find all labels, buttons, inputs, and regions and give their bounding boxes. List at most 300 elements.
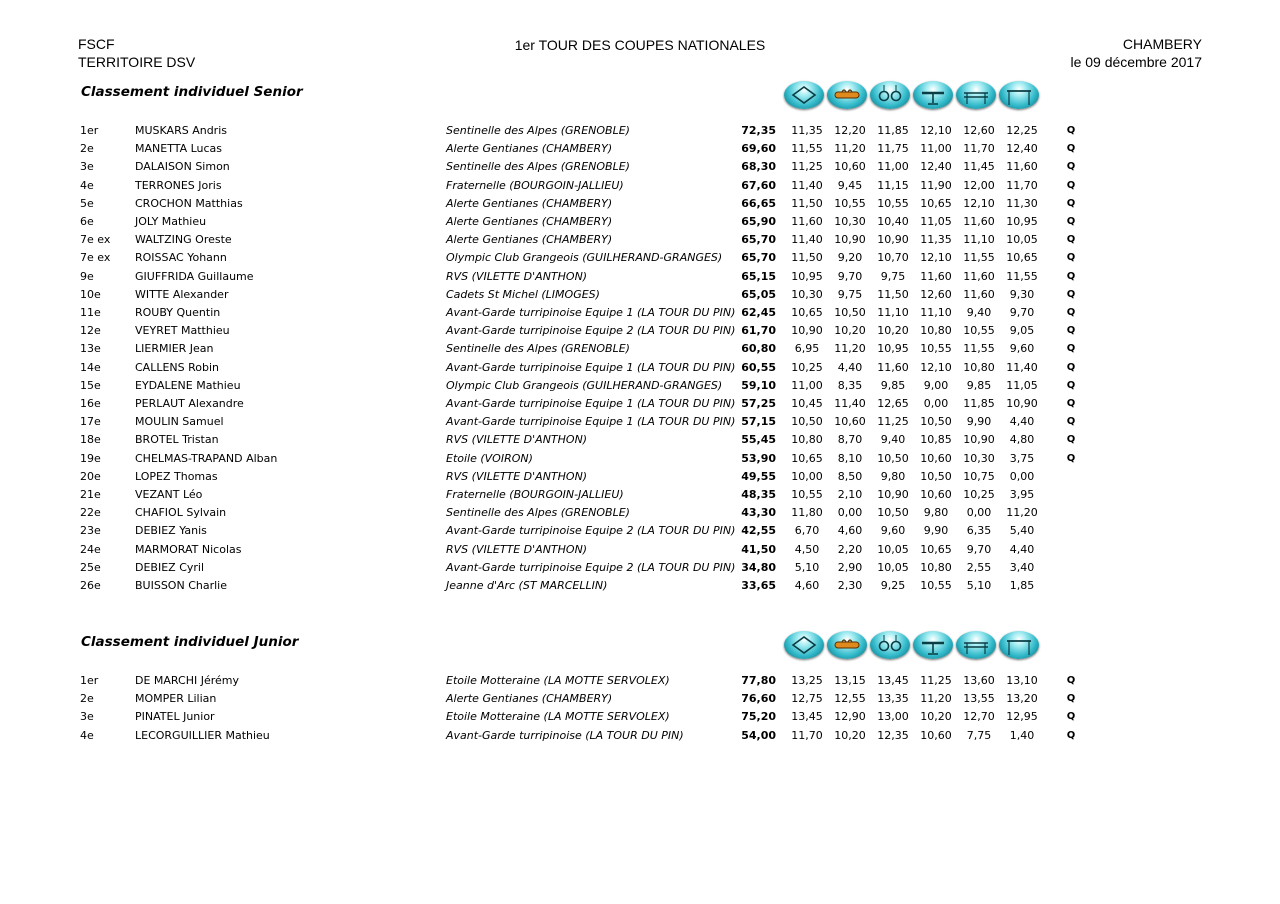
apparatus-score: 8,10 [837, 451, 863, 465]
result-row [0, 672, 1280, 690]
competition-title: 1er TOUR DES COUPES NATIONALES [514, 37, 766, 53]
rank: 5e [80, 196, 94, 210]
apparatus-score: 11,10 [963, 233, 995, 247]
apparatus-score: 11,40 [1006, 360, 1038, 374]
club-name: RVS (VILETTE D'ANTHON) [446, 269, 588, 283]
club-name: RVS (VILETTE D'ANTHON) [446, 469, 588, 483]
apparatus-score: 4,60 [794, 579, 820, 592]
apparatus-score: 10,95 [1006, 215, 1038, 228]
result-row [0, 522, 1280, 540]
total-score: 41,50 [741, 542, 776, 556]
gymnast-name: BUISSON Charlie [135, 579, 227, 592]
club-name: Etoile (VOIRON) [446, 451, 533, 465]
gymnast-name: DEBIEZ Cyril [135, 560, 205, 574]
qualified-mark: Q [1066, 398, 1076, 409]
apparatus-score: 11,80 [791, 506, 823, 520]
total-score: 65,90 [741, 215, 776, 228]
apparatus-score: 11,20 [834, 142, 866, 156]
apparatus-score: 12,25 [1006, 124, 1038, 137]
apparatus-score: 10,80 [920, 560, 952, 574]
apparatus-score: 10,25 [963, 488, 995, 501]
qualified-mark: Q [1066, 197, 1076, 209]
club-name: Avant-Garde turripinoise (LA TOUR DU PIN) [446, 728, 684, 742]
result-row [0, 177, 1280, 195]
result-row [0, 708, 1280, 726]
gymnast-name: JOLY Mathieu [135, 215, 207, 228]
apparatus-score: 9,30 [1009, 287, 1035, 301]
apparatus-score: 12,00 [963, 178, 995, 192]
result-row [0, 577, 1280, 595]
qualified-mark: Q [1066, 693, 1076, 705]
apparatus-score: 10,00 [791, 469, 823, 483]
total-score: 65,05 [741, 287, 776, 301]
apparatus-score: 13,45 [877, 674, 909, 687]
section-title-junior: Classement individuel Junior [81, 634, 299, 650]
apparatus-score: 9,90 [923, 524, 949, 538]
club-name: Sentinelle des Alpes (GRENOBLE) [446, 342, 630, 356]
floor-exercise-icon [784, 81, 824, 109]
apparatus-score: 11,10 [920, 306, 952, 319]
apparatus-score: 2,20 [837, 542, 863, 556]
apparatus-score: 4,40 [1009, 415, 1035, 429]
apparatus-score: 10,60 [920, 488, 952, 501]
apparatus-score: 11,10 [877, 306, 909, 319]
qualified-mark: Q [1066, 434, 1076, 446]
club-name: Avant-Garde turripinoise Equipe 2 (LA TOUR DU PIN) [446, 560, 736, 574]
location: CHAMBERY [1122, 36, 1202, 52]
apparatus-score: 11,25 [920, 674, 952, 687]
result-row [0, 541, 1280, 559]
apparatus-score: 9,45 [837, 178, 863, 192]
qualified-mark: Q [1066, 416, 1076, 428]
gymnast-name: MOMPER Lilian [135, 692, 217, 706]
club-name: Alerte Gentianes (CHAMBERY) [446, 233, 613, 247]
club-name: Avant-Garde turripinoise Equipe 2 (LA TOUR DU PIN) [446, 524, 736, 538]
club-name: Sentinelle des Alpes (GRENOBLE) [446, 124, 630, 137]
total-score: 54,00 [741, 728, 776, 742]
apparatus-score: 3,95 [1009, 488, 1035, 501]
apparatus-score: 11,30 [1006, 196, 1038, 210]
apparatus-score: 10,55 [877, 196, 909, 210]
apparatus-score: 10,20 [877, 324, 909, 338]
apparatus-score: 10,55 [791, 488, 823, 501]
club-name: Avant-Garde turripinoise Equipe 1 (LA TOUR DU PIN) [446, 360, 736, 374]
apparatus-score: 11,55 [963, 251, 995, 265]
apparatus-score: 12,60 [920, 287, 952, 301]
rank: 4e [80, 728, 94, 742]
apparatus-score: 10,90 [877, 233, 909, 247]
qualified-mark: Q [1066, 379, 1076, 391]
qualified-mark: Q [1066, 234, 1076, 246]
result-row [0, 304, 1280, 322]
apparatus-score: 5,10 [794, 560, 820, 574]
apparatus-score: 11,00 [920, 142, 952, 156]
apparatus-score: 11,60 [1006, 160, 1038, 174]
result-row [0, 486, 1280, 504]
rings-icon [870, 81, 910, 109]
apparatus-score: 11,50 [877, 287, 909, 301]
total-score: 53,90 [741, 451, 776, 465]
apparatus-score: 9,20 [837, 251, 863, 265]
apparatus-score: 10,90 [791, 324, 823, 338]
rank: 1er [80, 124, 99, 137]
federation-name: FSCF [78, 36, 115, 52]
result-row [0, 195, 1280, 213]
apparatus-score: 11,20 [920, 692, 952, 706]
total-score: 57,15 [741, 415, 776, 429]
apparatus-score: 9,75 [880, 269, 906, 283]
rank: 15e [80, 378, 101, 392]
parallel-bars-icon [956, 81, 996, 109]
apparatus-score: 6,95 [794, 342, 820, 356]
apparatus-score: 0,00 [923, 397, 949, 410]
apparatus-score: 10,50 [791, 415, 823, 429]
apparatus-score: 11,05 [1006, 378, 1038, 392]
apparatus-score: 13,20 [1006, 692, 1038, 706]
total-score: 65,70 [741, 233, 776, 247]
apparatus-score: 10,90 [1006, 397, 1038, 410]
apparatus-score: 10,50 [920, 415, 952, 429]
apparatus-score: 12,90 [834, 710, 866, 724]
apparatus-score: 8,35 [837, 378, 863, 392]
apparatus-score: 9,60 [1009, 342, 1035, 356]
result-row [0, 504, 1280, 522]
rank: 9e [80, 269, 94, 283]
total-score: 69,60 [741, 142, 776, 156]
gymnast-name: DALAISON Simon [135, 160, 230, 174]
total-score: 33,65 [741, 579, 776, 592]
result-row [0, 213, 1280, 231]
result-row [0, 322, 1280, 340]
qualified-mark: Q [1066, 252, 1076, 264]
apparatus-score: 10,85 [920, 433, 952, 447]
apparatus-score: 3,75 [1009, 451, 1035, 465]
apparatus-score: 11,70 [791, 728, 823, 742]
qualified-mark: Q [1066, 711, 1076, 723]
apparatus-score: 11,20 [1006, 506, 1038, 520]
total-score: 68,30 [741, 160, 776, 174]
rank: 21e [80, 488, 101, 501]
apparatus-score: 10,50 [877, 451, 909, 465]
apparatus-score: 11,60 [963, 287, 995, 301]
apparatus-score: 11,60 [877, 360, 909, 374]
rank: 24e [80, 542, 101, 556]
apparatus-score: 10,60 [920, 451, 952, 465]
result-row [0, 122, 1280, 140]
result-row [0, 286, 1280, 304]
apparatus-score: 4,50 [794, 542, 820, 556]
club-name: RVS (VILETTE D'ANTHON) [446, 433, 588, 447]
qualified-mark: Q [1066, 216, 1076, 227]
apparatus-score: 9,70 [837, 269, 863, 283]
apparatus-score: 12,10 [963, 196, 995, 210]
apparatus-score: 12,40 [920, 160, 952, 174]
club-name: Alerte Gentianes (CHAMBERY) [446, 142, 613, 156]
apparatus-score: 10,60 [834, 415, 866, 429]
apparatus-score: 0,00 [966, 506, 992, 520]
apparatus-score: 10,55 [920, 342, 952, 356]
club-name: Sentinelle des Alpes (GRENOBLE) [446, 506, 630, 520]
apparatus-score: 11,25 [791, 160, 823, 174]
gymnast-name: BROTEL Tristan [135, 433, 219, 447]
apparatus-score: 11,75 [877, 142, 909, 156]
total-score: 59,10 [741, 378, 776, 392]
rank: 10e [80, 287, 101, 301]
high-bar-icon [999, 631, 1039, 659]
gymnast-name: GIUFFRIDA Guillaume [135, 269, 254, 283]
apparatus-score: 10,65 [920, 196, 952, 210]
club-name: Alerte Gentianes (CHAMBERY) [446, 692, 613, 706]
apparatus-score: 9,25 [880, 579, 906, 592]
total-score: 61,70 [741, 324, 776, 338]
apparatus-score: 2,90 [837, 560, 863, 574]
rank: 26e [80, 579, 101, 592]
apparatus-score: 9,60 [880, 524, 906, 538]
club-name: Fraternelle (BOURGOIN-JALLIEU) [446, 488, 624, 501]
apparatus-score: 4,40 [837, 360, 863, 374]
vault-icon [913, 81, 953, 109]
apparatus-score: 13,55 [963, 692, 995, 706]
club-name: Avant-Garde turripinoise Equipe 1 (LA TOUR DU PIN) [446, 306, 736, 319]
apparatus-score: 11,60 [963, 215, 995, 228]
total-score: 57,25 [741, 397, 776, 410]
apparatus-score: 8,50 [837, 469, 863, 483]
apparatus-score: 12,35 [877, 728, 909, 742]
apparatus-score: 11,85 [877, 124, 909, 137]
apparatus-score: 10,05 [1006, 233, 1038, 247]
apparatus-score: 11,60 [920, 269, 952, 283]
apparatus-score: 9,40 [966, 306, 992, 319]
club-name: Sentinelle des Alpes (GRENOBLE) [446, 160, 630, 174]
apparatus-score: 10,30 [963, 451, 995, 465]
apparatus-score: 12,10 [920, 360, 952, 374]
apparatus-score: 10,65 [1006, 251, 1038, 265]
apparatus-score: 11,60 [791, 215, 823, 228]
apparatus-score: 4,80 [1009, 433, 1035, 447]
gymnast-name: MOULIN Samuel [135, 415, 224, 429]
gymnast-name: EYDALENE Mathieu [135, 378, 241, 392]
apparatus-score: 4,40 [1009, 542, 1035, 556]
gymnast-name: MARMORAT Nicolas [135, 542, 242, 556]
apparatus-score: 9,80 [880, 469, 906, 483]
apparatus-score: 11,40 [791, 178, 823, 192]
rank: 16e [80, 397, 101, 410]
pommel-horse-icon [827, 81, 867, 109]
apparatus-score: 10,20 [920, 710, 952, 724]
apparatus-score: 2,10 [837, 488, 863, 501]
apparatus-score: 9,40 [880, 433, 906, 447]
qualified-mark: Q [1066, 143, 1076, 155]
total-score: 76,60 [741, 692, 776, 706]
apparatus-score: 10,80 [963, 360, 995, 374]
rank: 13e [80, 342, 101, 356]
result-row [0, 559, 1280, 577]
apparatus-score: 10,65 [920, 542, 952, 556]
apparatus-score: 10,05 [877, 542, 909, 556]
total-score: 65,70 [741, 251, 776, 265]
apparatus-score: 12,10 [920, 251, 952, 265]
apparatus-score: 10,55 [920, 579, 952, 592]
apparatus-score: 11,40 [791, 233, 823, 247]
club-name: Etoile Motteraine (LA MOTTE SERVOLEX) [446, 674, 670, 687]
apparatus-score: 5,40 [1009, 524, 1035, 538]
apparatus-score: 10,05 [877, 560, 909, 574]
apparatus-score: 9,85 [880, 378, 906, 392]
gymnast-name: CALLENS Robin [135, 360, 220, 374]
rank: 23e [80, 524, 101, 538]
apparatus-score: 10,30 [834, 215, 866, 228]
date: le 09 décembre 2017 [1070, 54, 1202, 70]
gymnast-name: TERRONES Joris [135, 178, 222, 192]
apparatus-score: 4,60 [837, 524, 863, 538]
result-row [0, 359, 1280, 377]
apparatus-score: 1,85 [1009, 579, 1035, 592]
result-row [0, 468, 1280, 486]
result-row [0, 377, 1280, 395]
club-name: Fraternelle (BOURGOIN-JALLIEU) [446, 178, 624, 192]
apparatus-score: 10,90 [877, 488, 909, 501]
apparatus-score: 11,85 [963, 397, 995, 410]
gymnast-name: PINATEL Junior [135, 710, 215, 724]
apparatus-score: 12,55 [834, 692, 866, 706]
apparatus-score: 11,70 [963, 142, 995, 156]
apparatus-score: 10,90 [834, 233, 866, 247]
rank: 7e ex [80, 251, 111, 265]
gymnast-name: ROUBY Quentin [135, 306, 221, 319]
pommel-horse-icon [827, 631, 867, 659]
club-name: Jeanne d'Arc (ST MARCELLIN) [446, 579, 608, 592]
rank: 6e [80, 215, 94, 228]
result-row [0, 158, 1280, 176]
total-score: 72,35 [741, 124, 776, 137]
apparatus-score: 13,00 [877, 710, 909, 724]
apparatus-score: 10,90 [963, 433, 995, 447]
apparatus-score: 11,70 [1006, 178, 1038, 192]
qualified-mark: Q [1066, 325, 1076, 337]
apparatus-score: 10,80 [791, 433, 823, 447]
rank: 18e [80, 433, 101, 447]
rank: 17e [80, 415, 101, 429]
result-row [0, 340, 1280, 358]
total-score: 42,55 [741, 524, 776, 538]
rank: 3e [80, 710, 94, 724]
gymnast-name: ROISSAC Yohann [135, 251, 227, 265]
rank: 11e [80, 306, 101, 319]
floor-exercise-icon [784, 631, 824, 659]
apparatus-score: 13,10 [1006, 674, 1038, 687]
apparatus-score: 10,45 [791, 397, 823, 410]
apparatus-score: 10,55 [963, 324, 995, 338]
apparatus-score: 12,40 [1006, 142, 1038, 156]
apparatus-score: 9,75 [837, 287, 863, 301]
gymnast-name: WITTE Alexander [135, 287, 229, 301]
apparatus-score: 12,10 [920, 124, 952, 137]
rank: 25e [80, 560, 101, 574]
apparatus-score: 9,85 [966, 378, 992, 392]
apparatus-score: 2,55 [966, 560, 992, 574]
total-score: 65,15 [741, 269, 776, 283]
club-name: Etoile Motteraine (LA MOTTE SERVOLEX) [446, 710, 670, 724]
high-bar-icon [999, 81, 1039, 109]
apparatus-score: 10,20 [834, 324, 866, 338]
apparatus-score: 11,90 [920, 178, 952, 192]
rank: 2e [80, 142, 94, 156]
qualified-mark: Q [1066, 270, 1076, 282]
rank: 14e [80, 360, 101, 374]
apparatus-score: 10,95 [791, 269, 823, 283]
apparatus-score: 11,50 [791, 251, 823, 265]
rank: 2e [80, 692, 94, 706]
apparatus-score: 11,45 [963, 160, 995, 174]
club-name: Alerte Gentianes (CHAMBERY) [446, 196, 613, 210]
apparatus-score: 8,70 [837, 433, 863, 447]
apparatus-score: 10,50 [834, 306, 866, 319]
gymnast-name: LIERMIER Jean [135, 342, 214, 356]
apparatus-score: 11,55 [791, 142, 823, 156]
apparatus-score: 9,70 [966, 542, 992, 556]
total-score: 55,45 [741, 433, 776, 447]
apparatus-score: 10,65 [791, 306, 823, 319]
total-score: 66,65 [741, 196, 776, 210]
apparatus-score: 11,15 [877, 178, 909, 192]
apparatus-score: 11,55 [963, 342, 995, 356]
apparatus-score: 11,05 [920, 215, 952, 228]
qualified-mark: Q [1066, 729, 1076, 741]
qualified-mark: Q [1066, 161, 1076, 173]
apparatus-score: 10,40 [877, 215, 909, 228]
rank: 1er [80, 674, 99, 687]
club-name: Avant-Garde turripinoise Equipe 2 (LA TOUR DU PIN) [446, 324, 736, 338]
apparatus-score: 10,60 [920, 728, 952, 742]
apparatus-score: 10,55 [834, 196, 866, 210]
apparatus-score: 10,25 [791, 360, 823, 374]
apparatus-score: 12,70 [963, 710, 995, 724]
qualified-mark: Q [1066, 179, 1076, 191]
rank: 22e [80, 506, 101, 520]
total-score: 60,55 [741, 360, 776, 374]
apparatus-score: 11,35 [791, 124, 823, 137]
apparatus-score: 10,65 [791, 451, 823, 465]
rank: 19e [80, 451, 101, 465]
apparatus-score: 11,00 [877, 160, 909, 174]
apparatus-score: 13,15 [834, 674, 866, 687]
result-row [0, 690, 1280, 708]
result-row [0, 249, 1280, 267]
apparatus-score: 11,60 [963, 269, 995, 283]
result-row [0, 395, 1280, 413]
total-score: 60,80 [741, 342, 776, 356]
apparatus-score: 10,80 [920, 324, 952, 338]
apparatus-score: 6,35 [966, 524, 992, 538]
gymnast-name: MANETTA Lucas [135, 142, 223, 156]
club-name: Olympic Club Grangeois (GUILHERAND-GRANGES) [446, 251, 723, 265]
total-score: 43,30 [741, 506, 776, 520]
rank: 4e [80, 178, 94, 192]
qualified-mark: Q [1066, 452, 1076, 464]
rank: 3e [80, 160, 94, 174]
apparatus-score: 11,40 [834, 397, 866, 410]
apparatus-score: 7,75 [966, 728, 992, 742]
total-score: 67,60 [741, 178, 776, 192]
apparatus-score: 12,60 [963, 124, 995, 137]
apparatus-score: 0,00 [1009, 469, 1035, 483]
apparatus-score: 13,60 [963, 674, 995, 687]
apparatus-score: 9,00 [923, 378, 949, 392]
apparatus-score: 11,20 [834, 342, 866, 356]
gymnast-name: CROCHON Matthias [135, 196, 243, 210]
apparatus-score: 6,70 [794, 524, 820, 538]
apparatus-score: 12,20 [834, 124, 866, 137]
